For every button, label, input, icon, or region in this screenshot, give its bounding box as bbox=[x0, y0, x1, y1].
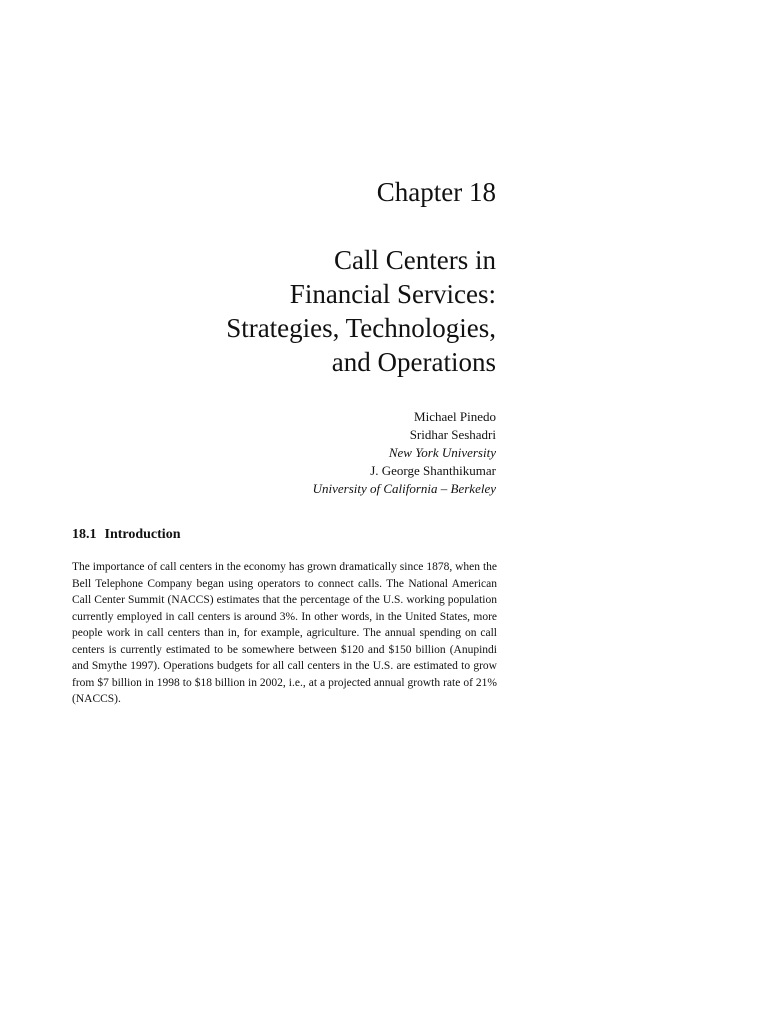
section-title: Introduction bbox=[104, 527, 181, 542]
section-heading bbox=[72, 526, 180, 544]
author-name: Sridhar Seshadri bbox=[409, 427, 496, 442]
author-affiliation: New York University bbox=[388, 445, 496, 460]
author-name: J. George Shanthikumar bbox=[370, 463, 496, 478]
chapter-title-line: Call Centers in bbox=[334, 245, 496, 275]
chapter-title-line: and Operations bbox=[331, 347, 496, 377]
chapter-title-line: Financial Services: bbox=[289, 279, 496, 309]
chapter-title bbox=[226, 243, 496, 379]
author-affiliation: University of California – Berkeley bbox=[312, 481, 496, 496]
chapter-label: Chapter 18 bbox=[376, 177, 496, 207]
author-name: Michael Pinedo bbox=[414, 409, 496, 424]
author-block bbox=[313, 408, 496, 498]
intro-paragraph: The importance of call centers in the economy has grown dramatically since 1878, when the Bell Telephone Company began using operators to connect calls. The National American Call Center Summit (NACCS) estimates that the percentage of the U.S. working population currently employed in call centers is around 3%. In other words, in the United States, more people work in call centers than in, for example, agriculture. The annual spending on call centers is currently estimated to be somewhere between $120 and $150 billion (Anupindi and Smythe 1997). Operations budgets for all call centers in the U.S. are estimated to grow from $7 billion in 1998 to $18 billion in 2002, i.e., at a projected annual growth rate of 21% (NACCS). bbox=[72, 561, 497, 705]
section-number: 18.1 bbox=[72, 527, 97, 542]
chapter-title-line: Strategies, Technologies, bbox=[226, 313, 496, 343]
